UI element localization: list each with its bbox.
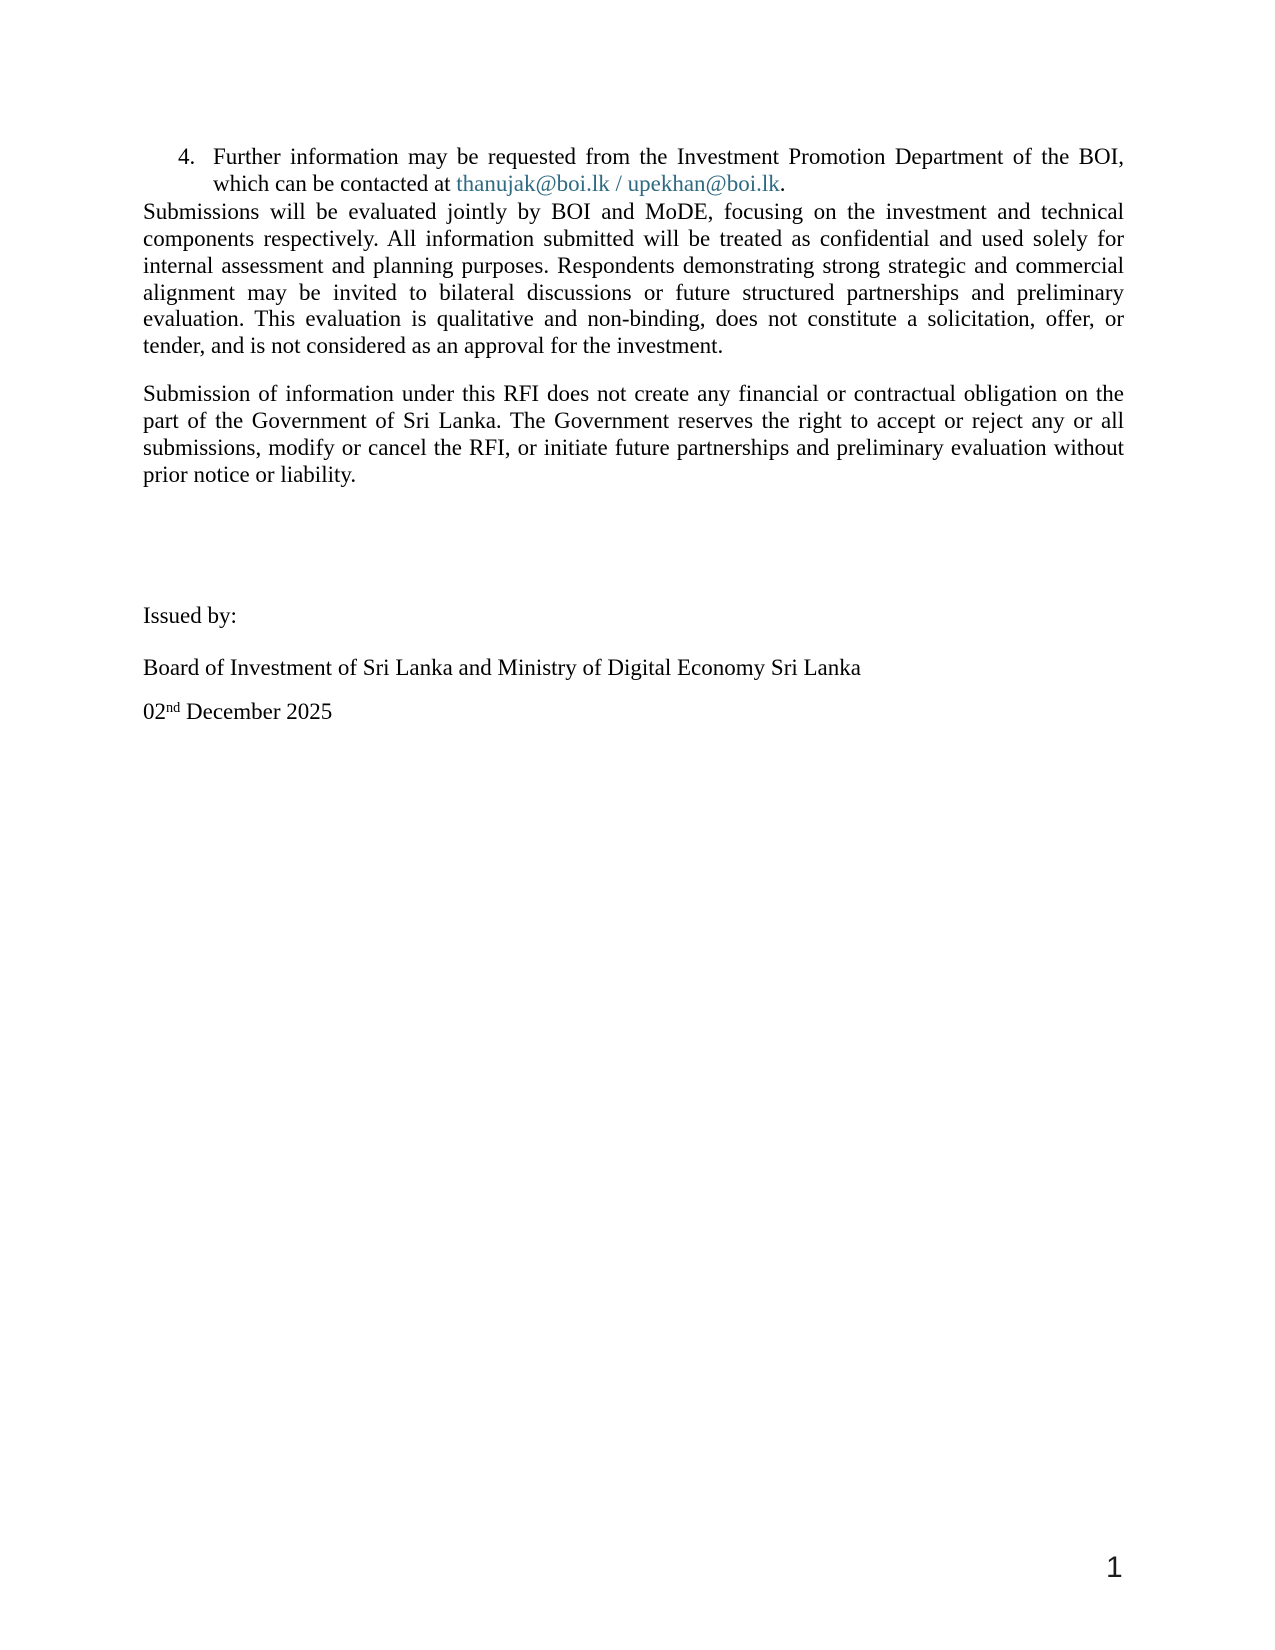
date-line bbox=[143, 699, 1124, 726]
list-item-period: . bbox=[779, 170, 786, 196]
issuer-line: Board of Investment of Sri Lanka and Ministry of Digital Economy Sri Lanka bbox=[143, 654, 861, 680]
list-item-text: Further information may be requested from the Investment Promotion Department of the BOI, which can be contacted at bbox=[213, 144, 1124, 196]
paragraph-evaluation: Submissions will be evaluated jointly by BOI and MoDE, focusing on the investment and technical components respectively. All information submitted will be treated as confidential and used solely for internal assessment and planning purposes. Respondents demonstrating strong strategic and commercial alignment may be invited to bilateral discussions or future structured partnerships and preliminary evaluation. This evaluation is qualitative and non-binding, does not constitute a solicitation, offer, or tender, and is not considered as an approval for the investment. bbox=[143, 198, 1124, 359]
email-link-thanujak[interactable]: thanujak@boi.lk bbox=[456, 170, 610, 196]
document-body bbox=[143, 144, 1124, 726]
paragraph-obligation: Submission of information under this RFI does not create any financial or contractual obligation on the part of the Government of Sri Lanka. The Government reserves the right to accept or reject any or all submissions, modify or cancel the RFI, or initiate future partnerships and preliminary evaluation without prior notice or liability. bbox=[143, 381, 1124, 487]
page-number: 1 bbox=[1106, 1551, 1123, 1584]
date-day: 02 bbox=[143, 698, 166, 724]
numbered-list-item-4 bbox=[143, 144, 1124, 198]
issued-by-label: Issued by: bbox=[143, 602, 237, 628]
email-link-separator: / bbox=[609, 170, 628, 196]
list-item-number: 4. bbox=[178, 144, 196, 169]
date-month-year: December 2025 bbox=[180, 698, 333, 724]
date-ordinal-superscript: nd bbox=[166, 700, 181, 717]
email-link-upekhan[interactable]: upekhan@boi.lk bbox=[627, 170, 780, 196]
